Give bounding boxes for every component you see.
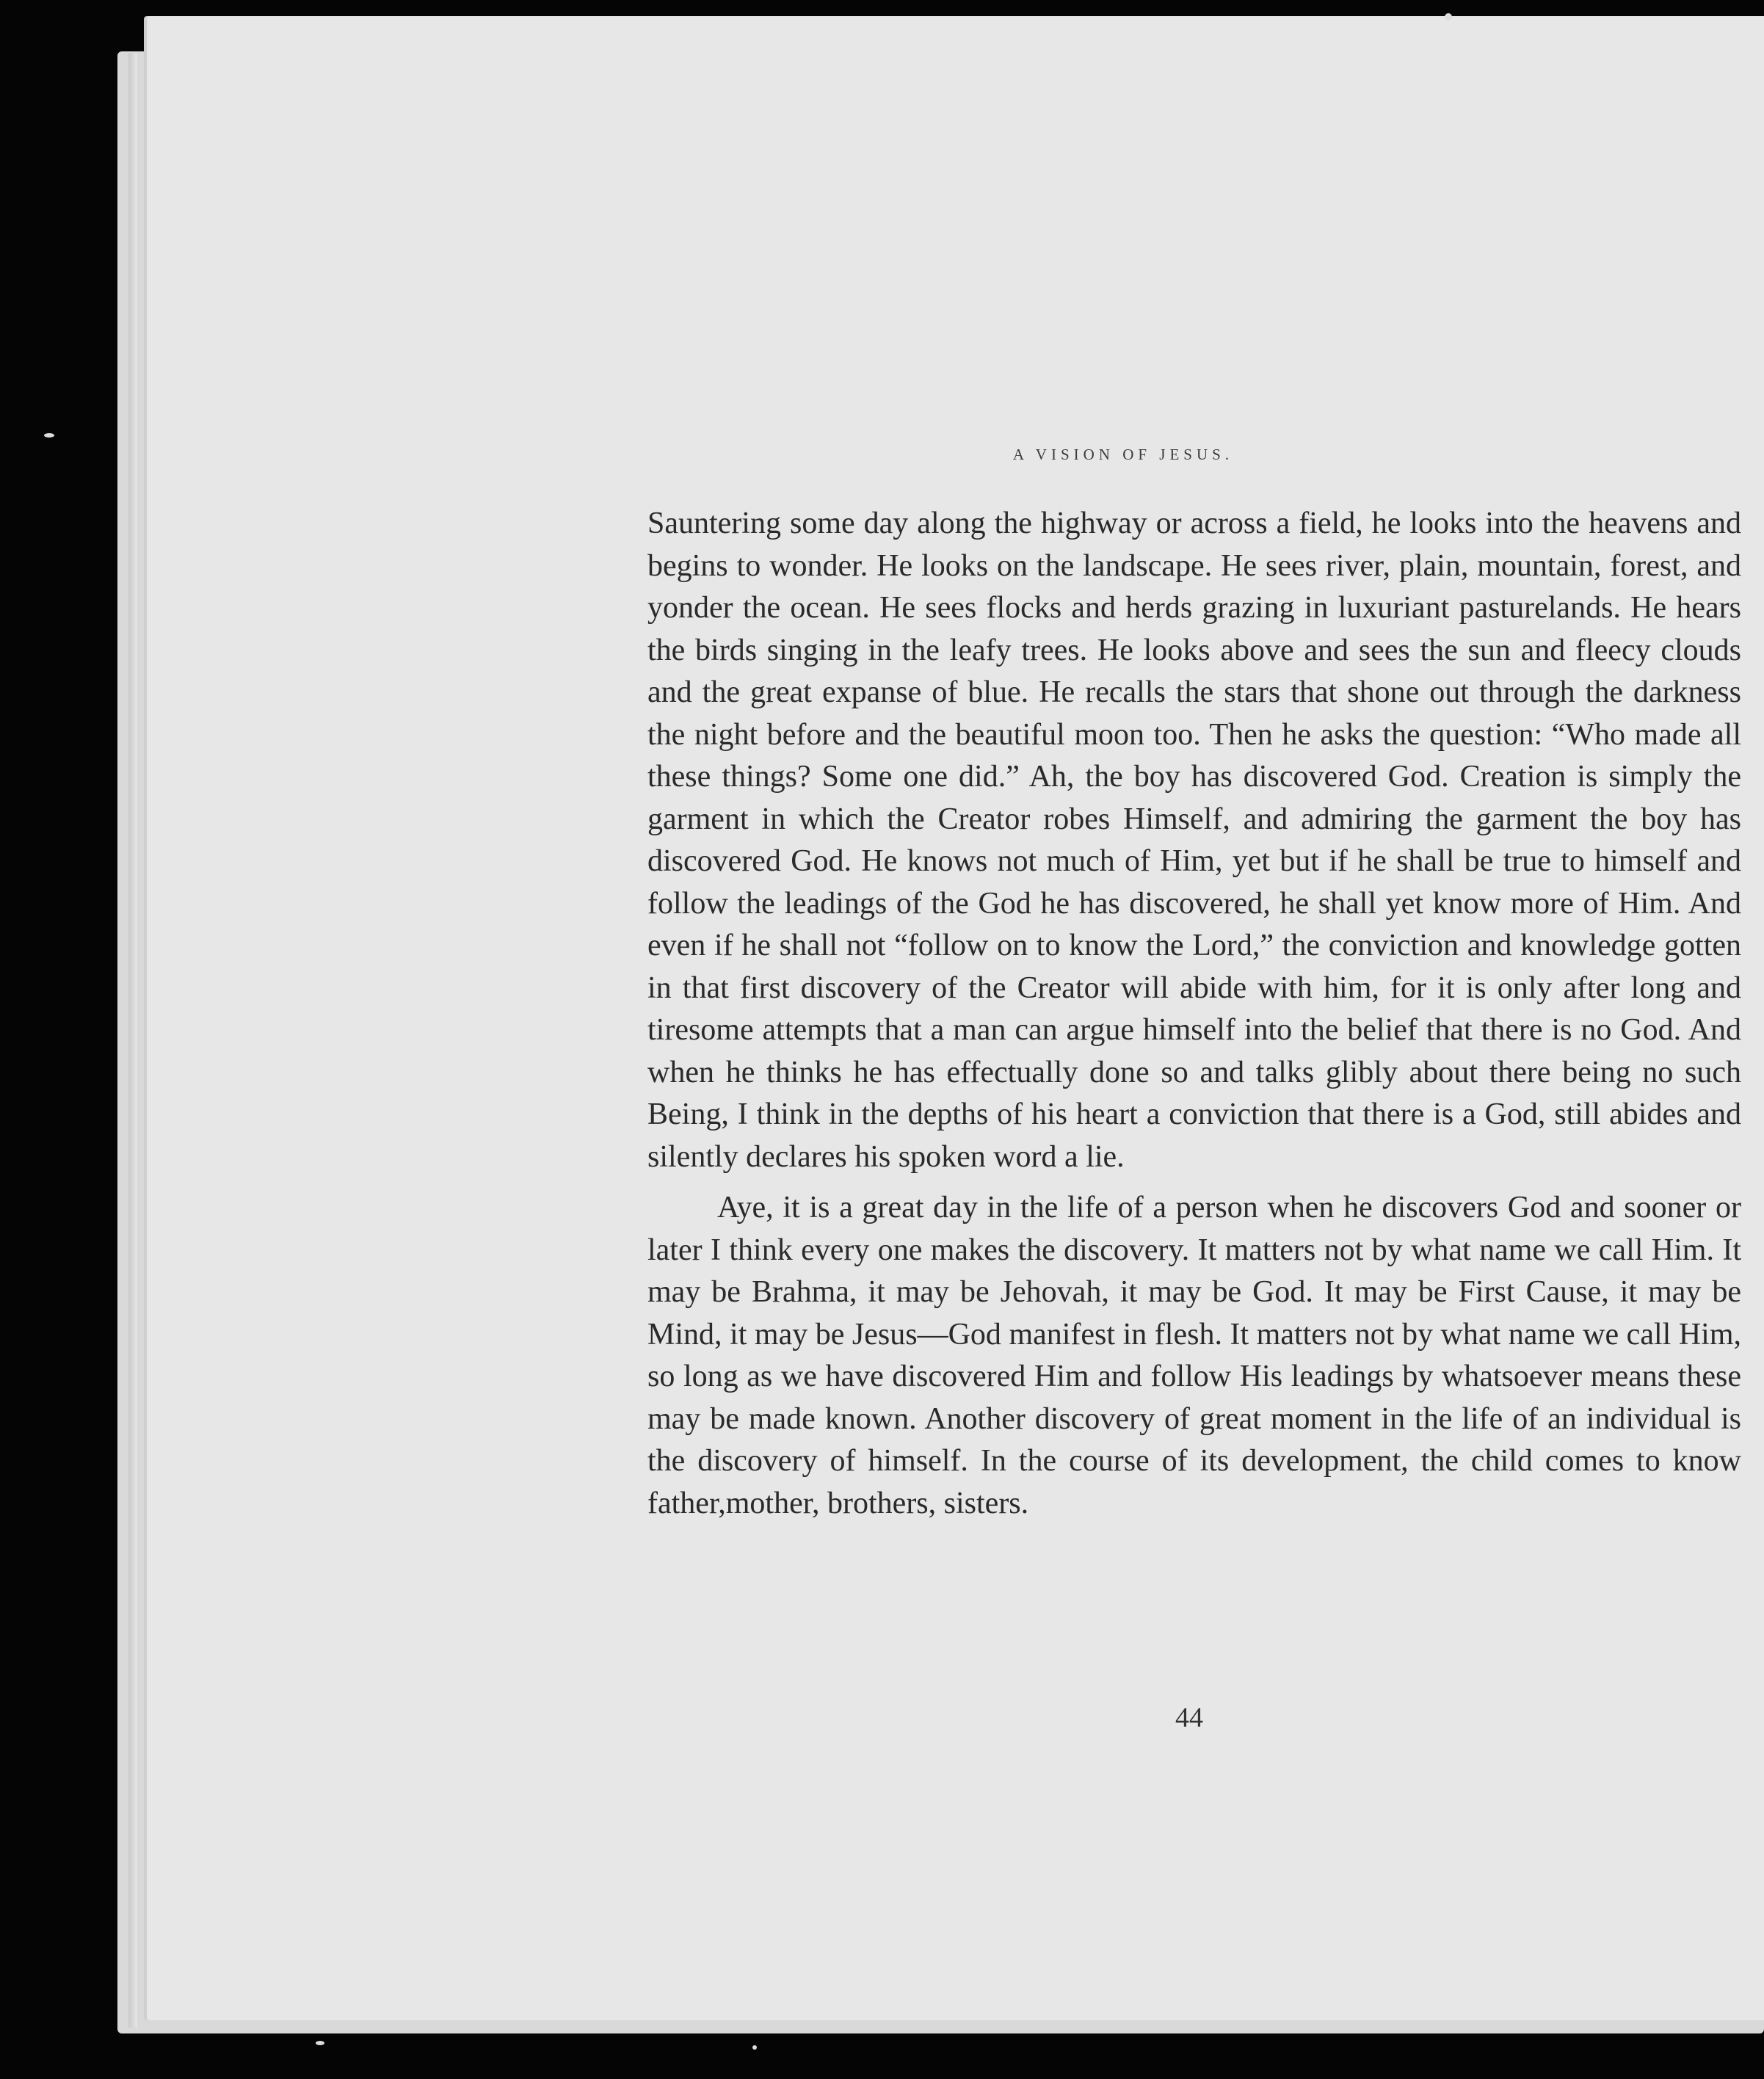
scan-speck: [316, 2041, 324, 2045]
running-head: A VISION OF JESUS.: [1012, 446, 1234, 463]
body-text: [647, 503, 1741, 1525]
page-number: 44: [1175, 1702, 1203, 1733]
paragraph-1: Sauntering some day along the highway or across a field, he looks into the heavens and begins to wonder. He looks on the landscape. He sees river, plain, mountain, forest, and yonder the ocean. He sees flocks and herds grazing in luxuriant pasturelands. He hears the birds singing in the leafy trees. He looks above and sees the sun and fleecy clouds and the great expanse of blue. He recalls the stars that shone out through the darkness the night before and the beautiful moon too. Then he asks the question: “Who made all these things? Some one did.” Ah, the boy has discovered God. Creation is simply the garment in which the Creator robes Himself, and admiring the garment the boy has discovered God. He knows not much of Him, yet but if he shall be true to himself and follow the leadings of the God he has discovered, he shall yet know more of Him. And even if he shall not “follow on to know the Lord,” the conviction and knowledge gotten in that first discovery of the Creator will abide with him, for it is only after long and tiresome attempts that a man can argue himself into the belief that there is no God. And when he thinks he has effectually done so and talks glibly about there being no such Being, I think in the depths of his heart a conviction that there is a God, still abides and silently declares his spoken word a lie.: [647, 507, 1741, 1174]
scan-speck: [1445, 13, 1452, 21]
scan-speck: [44, 433, 54, 438]
paragraph-2: Aye, it is a great day in the life of a person when he discovers God and sooner or later I think every one makes the discovery. It matters not by what name we call Him. It may be Brahma, it may be Jehovah, it may be God. It may be First Cause, it may be Mind, it may be Jesus—God manifest in flesh. It matters not by what name we call Him, so long as we have discovered Him and follow His leadings by whatsoever means these may be made known. Another discovery of great moment in the life of an individual is the discovery of himself. In the course of its development, the child comes to know father,mother, brothers, sisters.: [647, 1191, 1741, 1520]
page-edge: [128, 53, 137, 2028]
scan-speck: [752, 2045, 757, 2050]
